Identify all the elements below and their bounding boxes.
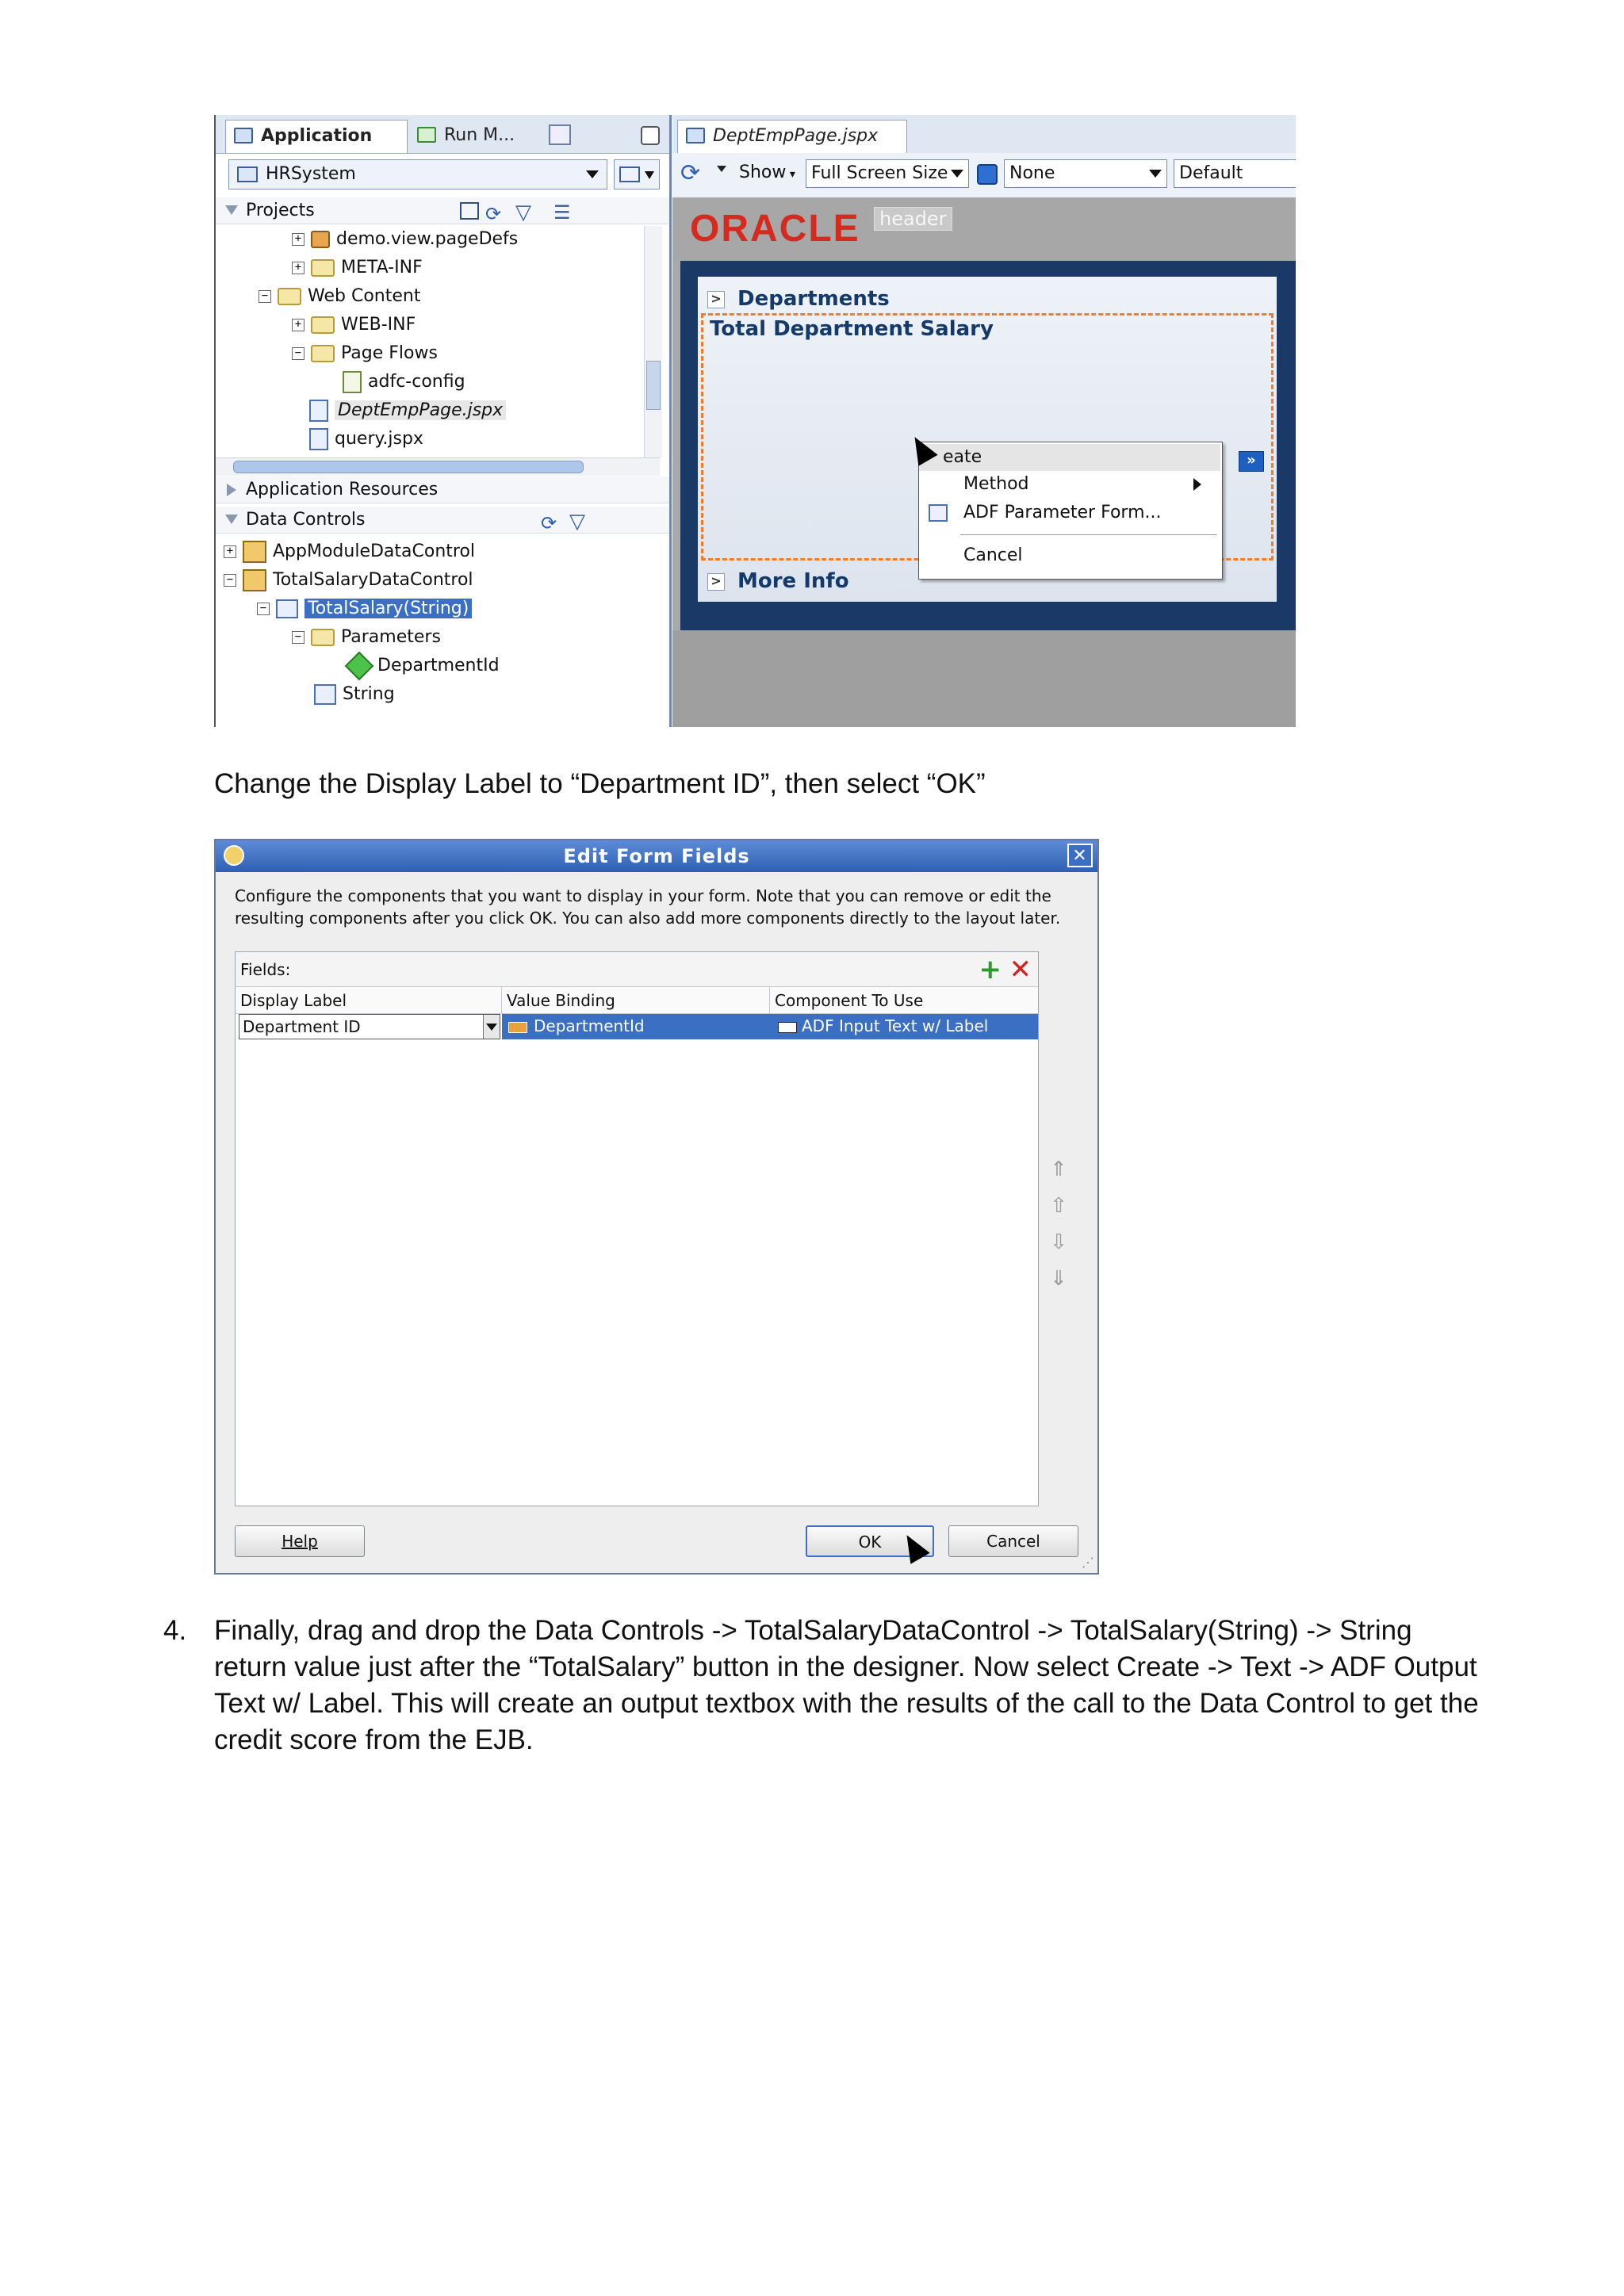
delete-icon[interactable]: ✕ xyxy=(1009,954,1032,985)
method-icon xyxy=(276,599,298,618)
scrollbar-thumb[interactable] xyxy=(233,461,584,473)
filter-icon[interactable]: ▽ xyxy=(515,201,531,224)
filter-icon[interactable]: ▽ xyxy=(569,510,585,534)
step-number: 4. xyxy=(163,1615,187,1646)
folder-icon xyxy=(278,288,301,305)
combo-dropdown-button[interactable] xyxy=(483,1015,500,1039)
size-combo[interactable]: Full Screen Size xyxy=(806,159,969,188)
cancel-button[interactable]: Cancel xyxy=(948,1525,1078,1557)
more-info-header[interactable]: > More Info xyxy=(698,565,1277,597)
oracle-logo: ORACLE xyxy=(690,208,860,250)
navigator-tabstrip xyxy=(216,115,669,154)
scrollbar-thumb[interactable] xyxy=(646,361,661,410)
collapse-icon: − xyxy=(259,290,271,303)
tab-deptemppage[interactable]: DeptEmpPage.jspx xyxy=(677,120,907,153)
display-label-combo[interactable]: Department ID xyxy=(239,1014,500,1039)
tree-node-string[interactable]: String xyxy=(314,681,395,708)
binding-icon xyxy=(508,1022,527,1033)
application-combo-icon xyxy=(237,166,258,182)
style-combo[interactable]: None xyxy=(1004,159,1167,188)
view-options-icon[interactable]: ☰ xyxy=(553,201,571,224)
chevron-right-icon: > xyxy=(707,573,725,591)
tree-node-page-flows[interactable]: − Page Flows xyxy=(292,340,438,367)
column-header-component[interactable]: Component To Use xyxy=(770,987,1038,1014)
chevron-right-icon: > xyxy=(707,291,725,308)
resize-grip-icon[interactable]: ⋰ xyxy=(1082,1555,1094,1570)
expand-icon: + xyxy=(292,233,304,246)
package-icon xyxy=(311,231,330,248)
total-salary-title: Total Department Salary xyxy=(710,317,994,341)
tree-node-meta-inf[interactable]: + META-INF xyxy=(292,254,423,281)
departments-header[interactable]: > Departments xyxy=(698,283,1277,315)
submenu-arrow-icon xyxy=(1193,478,1201,491)
expand-triangle-icon xyxy=(227,484,236,496)
close-icon[interactable]: ✕ xyxy=(1067,844,1093,867)
data-controls-header[interactable]: Data Controls ⟳ ▽ xyxy=(216,507,669,534)
vertical-scrollbar[interactable] xyxy=(644,226,662,457)
dialog-title-bar: Edit Form Fields ✕ xyxy=(216,840,1097,872)
folder-icon xyxy=(311,316,335,334)
menu-item-method[interactable]: Method xyxy=(919,471,1220,498)
application-resources-header[interactable]: Application Resources xyxy=(216,476,669,503)
help-button[interactable]: Help xyxy=(235,1525,365,1557)
expand-icon: + xyxy=(224,545,236,558)
app-menu-icon xyxy=(619,166,640,182)
project-tree xyxy=(216,226,660,496)
fields-table xyxy=(235,951,1039,1506)
tree-node-totalsalary-method[interactable]: − TotalSalary(String) xyxy=(257,595,472,622)
tree-node-departmentid[interactable]: DepartmentId xyxy=(349,652,500,679)
collapse-triangle-icon xyxy=(225,205,238,215)
context-menu xyxy=(918,442,1223,580)
app-icon xyxy=(224,845,244,866)
menu-separator xyxy=(960,534,1217,535)
folder-icon xyxy=(311,259,335,277)
refresh-icon[interactable]: ⟳ xyxy=(680,159,701,187)
ok-button[interactable]: OK xyxy=(806,1525,934,1557)
application-icon xyxy=(234,128,253,144)
tree-node-pagedefs[interactable]: + demo.view.pageDefs xyxy=(292,226,518,253)
skin-icon[interactable] xyxy=(977,164,998,185)
menu-item-adf-parameter-form[interactable]: ADF Parameter Form... xyxy=(919,499,1220,526)
canvas-bottom xyxy=(672,630,1296,727)
move-up-icon[interactable]: ⇧ xyxy=(1050,1194,1067,1218)
instruction-text: Change the Display Label to “Department ID”, then select “OK” xyxy=(214,768,986,799)
folder-icon xyxy=(311,629,335,646)
folder-icon xyxy=(311,345,335,362)
chevron-down-icon xyxy=(1149,170,1162,178)
page-icon xyxy=(309,428,328,450)
horizontal-scrollbar[interactable] xyxy=(216,457,660,476)
return-value-icon xyxy=(314,684,336,705)
application-menu-button[interactable] xyxy=(614,159,660,189)
skin-combo[interactable]: Default xyxy=(1174,159,1296,188)
tree-node-web-inf[interactable]: + WEB-INF xyxy=(292,312,416,339)
move-down-icon[interactable]: ⇩ xyxy=(1050,1230,1067,1254)
tree-node-parameters[interactable]: − Parameters xyxy=(292,624,441,651)
expand-icon: + xyxy=(292,262,304,274)
tree-node-deptemppage[interactable]: DeptEmpPage.jspx xyxy=(309,397,506,424)
page-editor-panel xyxy=(672,115,1296,727)
chevron-down-icon xyxy=(951,170,963,178)
chevron-down-icon xyxy=(586,170,599,178)
page-icon xyxy=(686,128,705,144)
refresh-icon[interactable]: ⟳ xyxy=(541,512,557,534)
chevron-down-icon[interactable] xyxy=(717,166,726,172)
dialog-description: Configure the components that you want to display in your form. Note that you can remove or edit the resulting components after you click OK. You can also add more components directly to the layout later. xyxy=(235,886,1061,928)
collapse-icon: − xyxy=(292,347,304,360)
search-icon[interactable] xyxy=(460,202,479,220)
data-control-icon xyxy=(243,569,266,591)
data-control-icon xyxy=(243,541,266,563)
editor-tabstrip xyxy=(672,115,1296,153)
step4-paragraph: Finally, drag and drop the Data Controls -> TotalSalaryDataControl -> TotalSalary(String) -> String return value just after the “TotalSalary” button in the designer. Now select Create -> Text -> ADF Output Text w/ Label. This will create an output textbox with the results of the call to the Data Control to get the credit score from the EJB. xyxy=(214,1615,1479,1755)
tree-node-totalsalarydatacontrol[interactable]: − TotalSalaryDataControl xyxy=(224,567,473,594)
menu-item-cancel[interactable]: Cancel xyxy=(963,545,1023,565)
form-icon xyxy=(929,504,948,522)
show-menu[interactable]: Show ▾ xyxy=(739,163,795,182)
minimize-icon[interactable] xyxy=(641,126,660,145)
tree-node-adfc-config[interactable]: adfc-config xyxy=(343,369,465,396)
edit-form-fields-dialog xyxy=(214,839,1099,1575)
chevron-down-icon xyxy=(486,1024,497,1031)
data-controls-tree xyxy=(216,538,660,727)
application-combo[interactable]: HRSystem xyxy=(228,159,607,189)
editor-toolbar xyxy=(672,153,1296,198)
parameter-icon xyxy=(345,652,374,681)
column-header-display-label[interactable]: Display Label xyxy=(236,987,502,1014)
fields-header: Fields: + ✕ xyxy=(236,952,1038,987)
tree-node-web-content[interactable]: − Web Content xyxy=(259,283,420,310)
tab-application[interactable]: Application xyxy=(225,120,408,153)
table-row[interactable]: DepartmentId ADF Input Text w/ Label xyxy=(502,1014,1038,1039)
application-navigator-panel xyxy=(216,115,672,727)
tree-node-query[interactable]: query.jspx xyxy=(309,426,423,453)
menu-item-create[interactable]: eate xyxy=(919,444,1220,471)
expand-button[interactable]: » xyxy=(1239,451,1264,472)
header-facet-label: header xyxy=(874,207,952,231)
chevron-down-icon xyxy=(645,171,654,179)
navigator-menu-icon[interactable] xyxy=(549,124,571,145)
tree-node-appmodule[interactable]: + AppModuleDataControl xyxy=(224,538,475,565)
tab-run-manager[interactable]: Run M... xyxy=(409,120,544,153)
collapse-icon: − xyxy=(224,574,236,587)
run-icon xyxy=(417,127,436,143)
jdeveloper-screenshot xyxy=(214,115,1296,727)
projects-header[interactable]: Projects ⟳ ▽ ☰ xyxy=(216,197,669,224)
collapse-icon: − xyxy=(257,603,270,615)
input-text-icon xyxy=(778,1022,797,1033)
add-icon[interactable]: + xyxy=(979,954,1002,985)
collapse-icon: − xyxy=(292,631,304,644)
column-header-value-binding[interactable]: Value Binding xyxy=(502,987,770,1014)
expand-icon: + xyxy=(292,319,304,331)
refresh-icon[interactable]: ⟳ xyxy=(485,203,502,225)
page-icon xyxy=(309,400,328,422)
move-bottom-icon[interactable]: ⇓ xyxy=(1050,1267,1067,1291)
move-top-icon[interactable]: ⇑ xyxy=(1050,1158,1067,1181)
task-flow-icon xyxy=(343,371,362,393)
collapse-triangle-icon xyxy=(225,515,238,524)
